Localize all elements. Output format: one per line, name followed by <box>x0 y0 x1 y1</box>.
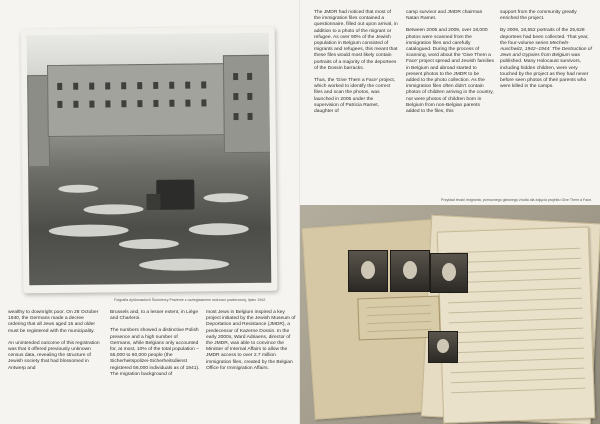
paragraph: Between 2005 and 2009, over 18,000 photos were scanned from the immigration files and carefully catalogued. During the process of scanning, word about the 'Give Them a Face' project spread and Jewish families in Belgium and abroad started to present photos to the JMDR to be added to the photo collection. As the immigration files often didn't contain photos of children arriving in the country, nor were photos of children born in Belgium from non-Belgian parents added to the files, this <box>406 28 494 115</box>
portrait-photo <box>348 250 388 292</box>
right-column-3 <box>500 10 592 96</box>
paragraph: The numbers showed a distinctive Polish presence and a high number of Germans, while Belgians only accounted for, at most, 10% of the total population – 55,000 to 60,000 people (the Sicherheitspolizei-Sicherheitsdienst registered 56,000 individuals as of 1941). The migration background of <box>110 328 200 377</box>
portrait-photo <box>390 250 430 292</box>
portrait-photo <box>430 253 468 293</box>
left-column-3 <box>206 310 296 378</box>
paragraph: The JMDR had noticed that most of the immigration files contained a questionnaire, filled out upon arrival, in addition to a photo of the migrant or refugee. As over 90% of the Jewish population in Belgium consisted of migrants and refugees, this meant that these files would most likely contain portraits of a majority of the deportees of the Dossin barracks. <box>314 10 398 71</box>
paragraph: Brussels and, to a lesser extent, in Liège and Charleroi. <box>110 310 199 322</box>
immigration-file-photo <box>300 205 600 424</box>
barracks-courtyard-photo <box>27 33 272 286</box>
paragraph: support from the community greatly enriched the project. <box>500 10 577 22</box>
paragraph: camp survivor and JMDR chairman Natan Ramet. <box>406 10 483 22</box>
historic-photo-frame <box>21 27 278 294</box>
right-column-2 <box>406 10 494 121</box>
truck <box>156 180 194 210</box>
left-column-1 <box>8 310 102 378</box>
paragraph: most Jews in Belgium inspired a key project initiated by the Jewish Museum of Deportation and Resistance (JMDR), a predecessor of Kazerne Dossin. In the early 2000s, Ward Adriaens, director of the JMDR, was able to convince the Minister of Internal Affairs to allow the JMDR access to over 2.7 million immigration files, created by the Belgian Office for Immigration Affairs. <box>206 310 296 371</box>
portrait-photo <box>428 331 458 363</box>
left-photo-caption: Fotgrafia dyšlomackich Ŝolúnierzy Praženie z oszlegiwaniem wolnosci powierzonej, lipiec 1942. <box>114 298 267 302</box>
right-photo-caption: Przykład teczki imigranta, pomocnego głównego źródła dla zdjęcia projektu Give Them a Face. <box>441 198 592 202</box>
paragraph: By 2009, 18,552 portraits of the 25,628 deportees had been collected. That year, the four-volume series Mecheln-Auschwitz, 1942–1944: The Destruction of Jews and Gypsies from Belgium was published. Many Holocaust survivors, including hidden children, were very touched by the project as they had never before seen photos of their parents who were killed in the camps. <box>500 28 592 90</box>
right-column-1 <box>314 10 398 121</box>
left-column-2 <box>110 310 200 384</box>
paragraph: Thus, the 'Give Them a Face' project, which worked to identify the correct files and scan the photos, was launched in 2005 under the supervision of Patricia Ramet, daughter of <box>314 78 396 115</box>
paragraph: wealthy to downright poor. On 28 October 1940, the Germans made a decree ordering that all Jews aged 15 and older must be registered with the municipality. <box>8 310 99 334</box>
book-title: Mecheln-Auschwitz, 1942–1944: The Destruction of Jews and Gypsies from Belgium <box>500 40 592 59</box>
paragraph: An unintended outcome of this registration was that it offered previously unknown census data, revealing the structure of Jewish society that had blossomed in Antwerp and <box>8 340 100 371</box>
